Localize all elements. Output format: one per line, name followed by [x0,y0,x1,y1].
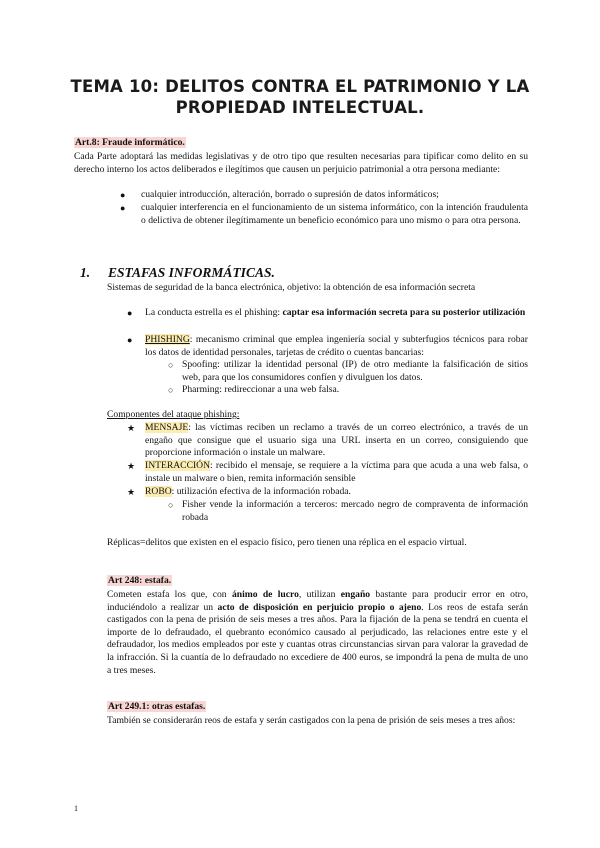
component-text: : recibido el mensaje, se requiere a la víctima para que acuda a una web falsa, o instale un malware o bien, remita información sensible [145,460,528,484]
section-intro: Sistemas de seguridad de la banca electrónica, objetivo: la obtención de esa información secreta [107,282,476,293]
phishing-conduct-bold: captar esa información secreta para su posterior utilización [282,307,526,318]
robo-sub-item: Fisher vende la información a terceros: mercado negro de compraventa de información robada [182,499,528,523]
component-mensaje [145,422,528,460]
art8-heading-text: Art.8: Fraude informático. [75,137,185,148]
art248-heading [107,575,172,588]
art8-item-1: cualquier introducción, alteración, borrado o supresión de datos informáticos; [141,189,439,200]
art248-heading-text: Art 248: estafa. [108,575,172,586]
component-text: : utilización efectiva de la información robada. [171,486,351,497]
component-robo [145,486,528,499]
art248-part: , utilizan [298,589,341,600]
art248-bold: engaño [340,589,371,600]
phishing-definition [145,334,528,359]
art8-heading [74,137,186,150]
spoofing-item: Spoofing: utilizar la identidad personal (IP) de otro mediante la falsificación de sitios web, para que los consumidores confíen y divulguen los datos. [182,359,528,383]
circle-bullet: ○ [168,500,174,510]
components-heading: Componentes del ataque phishing: [107,409,240,420]
component-text: : las víctimas reciben un reclamo a través de un correo electrónico, a través de un engaño que consigue que el usuario siga una URL inserta en un correo, consiguiendo que proporcione información o instale un malware. [145,422,528,459]
phishing-label: PHISHING [145,334,190,345]
art248-part: . Los reos de estafa serán castigados con la pena de prisión de seis meses a tres años. Para la fijación de la pena se tendrá en cuenta el importe de lo defraudado, el quebranto económico causado al perjudicado, las relaciones entre este y el defraudador, los medios empleados por este y cuantas otras circunstancias sirvan para valorar la gravedad de la infracción. Si la cuantía de lo defraudado no excediere de 400 euros, se impondrá la pena de multa de uno a tres meses. [107,601,528,676]
art8-item-2: cualquier interferencia en el funcionamiento de un sistema informático, con la intención fraudulenta o delictiva de obtener ilegítimamente un beneficio económico para uno mismo o para otra persona. [141,202,528,226]
bullet-dot: ● [120,203,126,213]
pharming-item: Pharming: redireccionar a una web falsa. [182,384,340,395]
circle-bullet: ○ [168,360,174,370]
page-title: TEMA 10: DELITOS CONTRA EL PATRIMONIO Y LA PROPIEDAD INTELECTUAL. [70,77,530,117]
bullet-dot: ● [127,308,133,318]
component-label: ROBO [145,486,172,497]
phishing-conduct-text: La conducta estrella es el phishing: [145,307,283,318]
replicas-note: Réplicas=delitos que existen en el espacio físico, pero tienen una réplica en el espacio virtual. [107,537,467,548]
art249-heading-text: Art 249.1: otras estafas. [108,701,206,712]
star-bullet: ★ [127,487,136,497]
phishing-conduct [145,307,528,320]
component-interaccion [145,460,528,485]
art248-part: Cometen estafa los que, con [107,589,232,600]
star-bullet: ★ [127,461,136,471]
art248-bold: ánimo de lucro [231,589,299,600]
circle-bullet: ○ [168,385,174,395]
art249-body: También se considerarán reos de estafa y serán castigados con la pena de prisión de seis meses a tres años: [107,715,516,726]
art8-intro: Cada Parte adoptará las medidas legislativas y de otro tipo que resulten necesarias para tipificar como delito en su derecho interno los actos deliberados e ilegítimos que causen un perjuicio patrimonial a otra persona mediante: [74,151,528,175]
art249-heading [107,701,206,714]
component-label: INTERACCIÓN [145,460,211,471]
art248-bold: acto de disposición en perjuicio propio o ajeno [217,601,422,613]
star-bullet: ★ [127,423,136,433]
section-number: 1. [80,265,91,280]
section-heading [80,265,275,281]
art248-body [107,589,528,677]
page-number: 1 [74,804,78,813]
component-label: MENSAJE [145,422,189,433]
bullet-dot: ● [120,190,126,200]
section-title: ESTAFAS INFORMÁTICAS. [108,265,275,280]
art248-part: bastante para producir error en otro, induciéndolo a realizar un [107,589,529,613]
bullet-dot: ● [127,335,133,345]
phishing-text: : mecanismo criminal que emplea ingeniería social y subterfugios técnicos para robar los datos de identidad personales, tarjetas de crédito o cuentas bancarias: [145,334,528,358]
